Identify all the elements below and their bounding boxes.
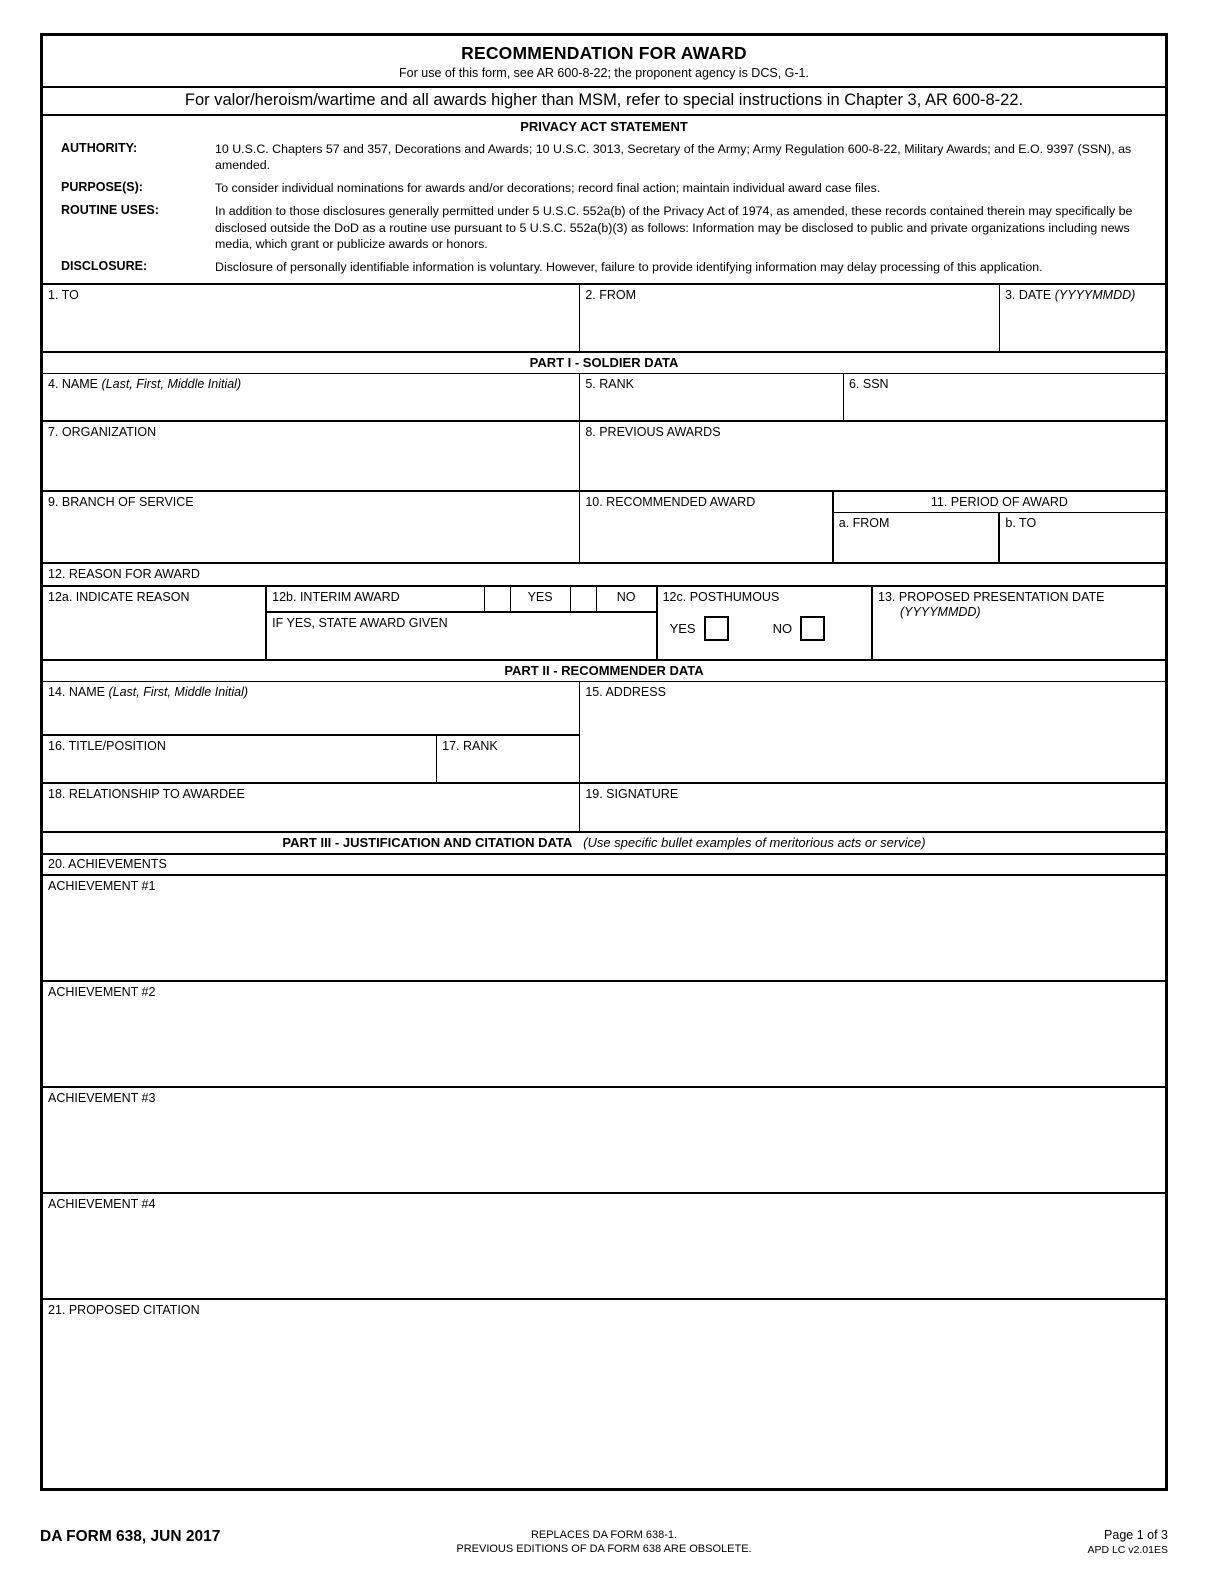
- branch-of-service-field[interactable]: [43, 492, 579, 562]
- interim-award-label: 12b. INTERIM AWARD: [272, 589, 400, 604]
- period-of-award-group: [832, 492, 1165, 562]
- period-from-label: a. FROM: [838, 515, 890, 530]
- signature-label: 19. SIGNATURE: [585, 786, 679, 801]
- soldier-name-field[interactable]: [43, 374, 579, 420]
- privacy-act-statement: [43, 114, 1165, 283]
- indicate-reason-label: 12a. INDICATE REASON: [48, 589, 190, 604]
- period-of-award-cells: [834, 513, 1165, 562]
- part1-band: PART I - SOLDIER DATA: [43, 351, 1165, 373]
- posthumous-label: 12c. POSTHUMOUS: [662, 589, 780, 604]
- previous-awards-field[interactable]: [579, 422, 1165, 490]
- privacy-heading: PRIVACY ACT STATEMENT: [520, 119, 688, 134]
- branch-of-service-label: 9. BRANCH OF SERVICE: [48, 494, 194, 509]
- achievements-band: 20. ACHIEVEMENTS: [43, 853, 1165, 874]
- achievement-2-label: ACHIEVEMENT #2: [48, 984, 156, 999]
- replaces-line-2: PREVIOUS EDITIONS OF DA FORM 638 ARE OBSOLETE.: [456, 1543, 752, 1556]
- period-to-field[interactable]: [998, 513, 1165, 562]
- recommender-grid: [43, 681, 1165, 831]
- date-field[interactable]: [999, 285, 1165, 351]
- interim-no-label: NO: [596, 587, 656, 611]
- to-label: 1. TO: [48, 287, 79, 302]
- presentation-date-label: 13. PROPOSED PRESENTATION DATE: [878, 589, 1105, 604]
- purpose-text: To consider individual nominations for awards and/or decorations; record final action; maintain individual award case files.: [215, 181, 881, 196]
- achievement-4-label: ACHIEVEMENT #4: [48, 1196, 156, 1211]
- organization-row: [43, 420, 1165, 490]
- branch-award-row: [43, 490, 1165, 562]
- recommended-award-label: 10. RECOMMENDED AWARD: [585, 494, 756, 509]
- soldier-rank-label: 5. RANK: [585, 376, 634, 391]
- relationship-field[interactable]: [43, 782, 579, 831]
- soldier-name-label: 4. NAME: [48, 376, 99, 391]
- posthumous-no-label: NO: [772, 621, 793, 637]
- disclosure-label: DISCLOSURE:: [61, 258, 148, 273]
- title-position-field[interactable]: [43, 736, 436, 782]
- posthumous-options: [658, 607, 871, 659]
- reason-detail-row: [43, 585, 1165, 659]
- privacy-row-authority: [43, 141, 1165, 173]
- achievement-3-label: ACHIEVEMENT #3: [48, 1090, 156, 1105]
- part3-band-title: PART III - JUSTIFICATION AND CITATION DATA: [282, 834, 573, 850]
- soldier-ssn-label: 6. SSN: [848, 376, 889, 391]
- interim-award-group: [265, 587, 655, 659]
- apd-version: APD LC v2.01ES: [1087, 1543, 1168, 1556]
- soldier-ssn-field[interactable]: [843, 374, 1165, 420]
- posthumous-no-checkbox[interactable]: [800, 616, 825, 641]
- part3-band-hint: (Use specific bullet examples of meritorious acts or service): [583, 834, 926, 850]
- part2-band: PART II - RECOMMENDER DATA: [43, 659, 1165, 681]
- interim-state-award-label: IF YES, STATE AWARD GIVEN: [272, 615, 448, 630]
- achievement-4-field[interactable]: [43, 1192, 1165, 1298]
- recommender-rank-label: 17. RANK: [442, 738, 498, 753]
- organization-field[interactable]: [43, 422, 579, 490]
- to-field[interactable]: [43, 285, 579, 351]
- title-rank-row: [43, 734, 579, 782]
- replaces-line-1: REPLACES DA FORM 638-1.: [530, 1529, 678, 1541]
- presentation-date-field[interactable]: [871, 587, 1165, 659]
- achievement-2-field[interactable]: [43, 980, 1165, 1086]
- page-number: Page 1 of 3: [1104, 1528, 1168, 1542]
- proposed-citation-label: 21. PROPOSED CITATION: [48, 1302, 200, 1317]
- posthumous-yes-label: YES: [669, 621, 696, 637]
- interim-award-row: [267, 587, 655, 613]
- date-format-hint: (YYYYMMDD): [1054, 287, 1136, 302]
- address-field[interactable]: [580, 682, 1165, 782]
- from-label: 2. FROM: [585, 287, 637, 302]
- soldier-name-row: [43, 373, 1165, 420]
- recommender-left-column: [43, 682, 579, 831]
- recommended-award-field[interactable]: [579, 492, 831, 562]
- soldier-rank-field[interactable]: [579, 374, 843, 420]
- interim-yes-label: YES: [510, 587, 570, 611]
- title-position-label: 16. TITLE/POSITION: [48, 738, 166, 753]
- disclosure-text: Disclosure of personally identifiable information is voluntary. However, failure to provide identifying information may delay processing of this application.: [215, 259, 1043, 274]
- recommender-right-column: [579, 682, 1165, 831]
- interim-yes-checkbox[interactable]: [484, 587, 510, 611]
- organization-label: 7. ORGANIZATION: [48, 424, 157, 439]
- period-from-field[interactable]: [834, 513, 999, 562]
- soldier-name-hint: (Last, First, Middle Initial): [101, 376, 242, 391]
- achievement-1-field[interactable]: [43, 874, 1165, 980]
- relationship-label: 18. RELATIONSHIP TO AWARDEE: [48, 786, 245, 801]
- form-subtitle: For use of this form, see AR 600-8-22; the proponent agency is DCS, G-1.: [399, 66, 809, 80]
- interim-state-award-field[interactable]: [267, 613, 655, 659]
- privacy-row-disclosure: [43, 259, 1165, 275]
- recommender-rank-field[interactable]: [436, 736, 579, 782]
- authority-text: 10 U.S.C. Chapters 57 and 357, Decorations and Awards; 10 U.S.C. 3013, Secretary of the Army; Army Regulation 600-8-22, Military Awards; and E.O. 9397 (SSN), as amended.: [215, 142, 1132, 173]
- achievement-1-label: ACHIEVEMENT #1: [48, 878, 156, 893]
- recommender-name-label: 14. NAME: [48, 684, 105, 699]
- proposed-citation-field[interactable]: [43, 1298, 1165, 1488]
- routine-uses-text: In addition to those disclosures generally permitted under 5 U.S.C. 552a(b) of the Privacy Act of 1974, as amended, these records contained therein may specifically be disclosed outside the DoD as a routine use pursuant to 5 U.S.C. 552a(b)(3) as follows: Information may be disclosed to public and private organizations including news media, which grant or publicize awards or honors.: [215, 204, 1133, 251]
- reason-for-award-band: 12. REASON FOR AWARD: [43, 562, 1165, 585]
- da-form-638: [40, 33, 1168, 1491]
- routine-uses-label: ROUTINE USES:: [61, 203, 159, 218]
- signature-field[interactable]: [580, 782, 1165, 831]
- page-info: [796, 1528, 1168, 1557]
- indicate-reason-field[interactable]: [43, 587, 265, 659]
- address-label: 15. ADDRESS: [585, 684, 666, 699]
- period-to-label: b. TO: [1005, 515, 1037, 530]
- posthumous-group: [656, 587, 871, 659]
- recommender-name-hint: (Last, First, Middle Initial): [108, 684, 249, 699]
- from-field[interactable]: [579, 285, 999, 351]
- purpose-label: PURPOSE(S):: [61, 180, 143, 195]
- replaces-note: [412, 1528, 796, 1557]
- part3-band: [43, 831, 1165, 853]
- presentation-date-format-hint: (YYYYMMDD): [900, 604, 981, 619]
- routing-row: [43, 283, 1165, 351]
- period-of-award-label: 11. PERIOD OF AWARD: [834, 492, 1165, 513]
- date-label: 3. DATE: [1004, 287, 1052, 302]
- posthumous-yes-checkbox[interactable]: [704, 616, 729, 641]
- interim-no-checkbox[interactable]: [570, 587, 596, 611]
- form-title: RECOMMENDATION FOR AWARD: [461, 43, 747, 63]
- privacy-row-purpose: [43, 180, 1165, 196]
- form-id: DA FORM 638, JUN 2017: [40, 1528, 221, 1545]
- achievement-3-field[interactable]: [43, 1086, 1165, 1192]
- form-header: [43, 36, 1165, 86]
- previous-awards-label: 8. PREVIOUS AWARDS: [585, 424, 721, 439]
- authority-label: AUTHORITY:: [61, 141, 138, 155]
- privacy-row-routine-uses: [43, 203, 1165, 251]
- valor-instructions-note: For valor/heroism/wartime and all awards higher than MSM, refer to special instructions in Chapter 3, AR 600-8-22.: [43, 86, 1165, 114]
- recommender-name-field[interactable]: [43, 682, 579, 734]
- form-footer: [40, 1528, 1168, 1557]
